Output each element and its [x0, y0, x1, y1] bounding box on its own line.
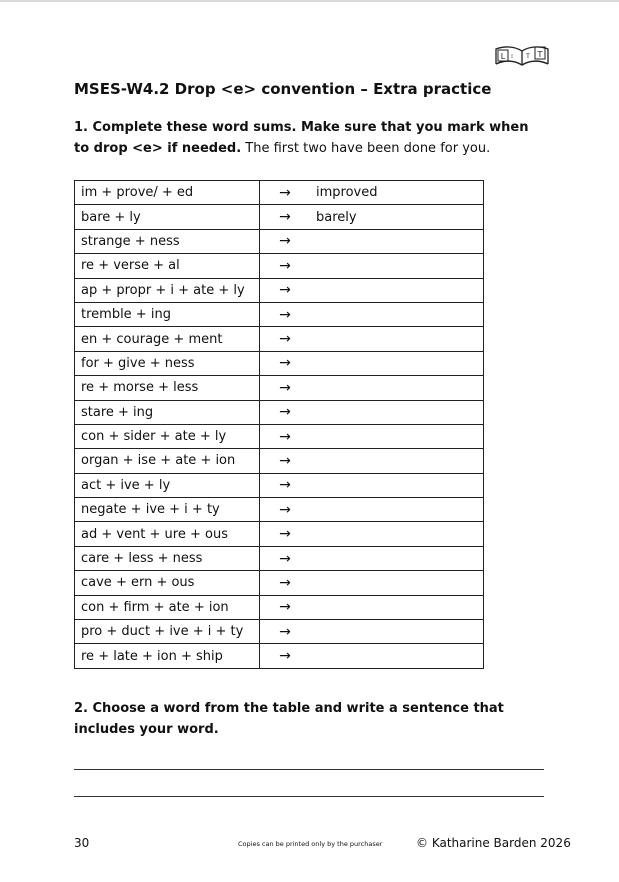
- answer-cell[interactable]: [310, 400, 484, 424]
- arrow-right-icon: →: [260, 327, 311, 351]
- answer-cell[interactable]: [310, 571, 484, 595]
- litt-book-logo-icon: [494, 43, 550, 69]
- word-sum: cave + ern + ous: [75, 571, 260, 595]
- table-row: [75, 449, 484, 473]
- answer-cell[interactable]: improved: [310, 181, 484, 205]
- answer-cell[interactable]: [310, 327, 484, 351]
- word-sum: con + sider + ate + ly: [75, 424, 260, 448]
- word-sum: im + prove/ + ed: [75, 181, 260, 205]
- table-row: [75, 229, 484, 253]
- word-sums-table: [74, 180, 484, 669]
- word-sum: en + courage + ment: [75, 327, 260, 351]
- arrow-right-icon: →: [260, 205, 311, 229]
- question-1-instructions: [74, 117, 544, 159]
- word-sum: pro + duct + ive + i + ty: [75, 620, 260, 644]
- table-row: [75, 595, 484, 619]
- word-sum: for + give + ness: [75, 351, 260, 375]
- arrow-right-icon: →: [260, 424, 311, 448]
- answer-cell[interactable]: [310, 376, 484, 400]
- word-sum: ad + vent + ure + ous: [75, 522, 260, 546]
- answer-cell[interactable]: barely: [310, 205, 484, 229]
- table-row: [75, 498, 484, 522]
- word-sum: re + late + ion + ship: [75, 644, 260, 668]
- answer-cell[interactable]: [310, 522, 484, 546]
- table-row: [75, 254, 484, 278]
- answer-cell[interactable]: [310, 424, 484, 448]
- page-title: MSES-W4.2 Drop <e> convention – Extra practice: [74, 80, 492, 98]
- word-sum: negate + ive + i + ty: [75, 498, 260, 522]
- answer-cell[interactable]: [310, 229, 484, 253]
- svg-text:T: T: [537, 50, 543, 59]
- answer-cell[interactable]: [310, 449, 484, 473]
- word-sum: stare + ing: [75, 400, 260, 424]
- svg-text:L: L: [500, 52, 506, 61]
- answer-line-1[interactable]: [74, 769, 544, 770]
- arrow-right-icon: →: [260, 351, 311, 375]
- word-sum: strange + ness: [75, 229, 260, 253]
- table-row: [75, 473, 484, 497]
- arrow-right-icon: →: [260, 254, 311, 278]
- table-row: [75, 351, 484, 375]
- answer-cell[interactable]: [310, 278, 484, 302]
- arrow-right-icon: →: [260, 571, 311, 595]
- word-sum: organ + ise + ate + ion: [75, 449, 260, 473]
- table-row: [75, 571, 484, 595]
- word-sum: re + morse + less: [75, 376, 260, 400]
- answer-cell[interactable]: [310, 620, 484, 644]
- question-1-normal-text: The first two have been done for you.: [241, 141, 491, 156]
- arrow-right-icon: →: [260, 546, 311, 570]
- arrow-right-icon: →: [260, 449, 311, 473]
- word-sum: tremble + ing: [75, 302, 260, 326]
- answer-cell[interactable]: [310, 546, 484, 570]
- arrow-right-icon: →: [260, 181, 311, 205]
- question-1-bold-text: 1. Complete these word sums. Make sure that you mark when to drop <e> if needed.: [74, 120, 529, 156]
- answer-cell[interactable]: [310, 644, 484, 668]
- word-sum: ap + propr + i + ate + ly: [75, 278, 260, 302]
- word-sum: re + verse + al: [75, 254, 260, 278]
- answer-cell[interactable]: [310, 498, 484, 522]
- arrow-right-icon: →: [260, 644, 311, 668]
- answer-cell[interactable]: [310, 351, 484, 375]
- table-row: [75, 644, 484, 668]
- arrow-right-icon: →: [260, 620, 311, 644]
- table-row: [75, 620, 484, 644]
- answer-cell[interactable]: [310, 595, 484, 619]
- page-number: 30: [74, 836, 90, 850]
- top-rule: [0, 0, 619, 2]
- answer-cell[interactable]: [310, 473, 484, 497]
- copyright-credit: © Katharine Barden 2026: [416, 836, 571, 850]
- table-row: [75, 522, 484, 546]
- table-row: [75, 181, 484, 205]
- table-row: [75, 424, 484, 448]
- svg-text:T: T: [526, 53, 530, 60]
- word-sum: bare + ly: [75, 205, 260, 229]
- question-2-instructions: 2. Choose a word from the table and write a sentence that includes your word.: [74, 701, 504, 737]
- arrow-right-icon: →: [260, 229, 311, 253]
- arrow-right-icon: →: [260, 522, 311, 546]
- arrow-right-icon: →: [260, 595, 311, 619]
- arrow-right-icon: →: [260, 302, 311, 326]
- table-row: [75, 205, 484, 229]
- table-row: [75, 327, 484, 351]
- table-row: [75, 400, 484, 424]
- arrow-right-icon: →: [260, 376, 311, 400]
- table-row: [75, 302, 484, 326]
- table-row: [75, 376, 484, 400]
- arrow-right-icon: →: [260, 278, 311, 302]
- table-row: [75, 546, 484, 570]
- arrow-right-icon: →: [260, 498, 311, 522]
- word-sum: act + ive + ly: [75, 473, 260, 497]
- svg-text:I: I: [511, 54, 513, 60]
- answer-line-2[interactable]: [74, 796, 544, 797]
- answer-cell[interactable]: [310, 254, 484, 278]
- arrow-right-icon: →: [260, 400, 311, 424]
- arrow-right-icon: →: [260, 473, 311, 497]
- copies-note: Copies can be printed only by the purchaser: [238, 840, 383, 848]
- word-sum: con + firm + ate + ion: [75, 595, 260, 619]
- answer-cell[interactable]: [310, 302, 484, 326]
- table-row: [75, 278, 484, 302]
- word-sum: care + less + ness: [75, 546, 260, 570]
